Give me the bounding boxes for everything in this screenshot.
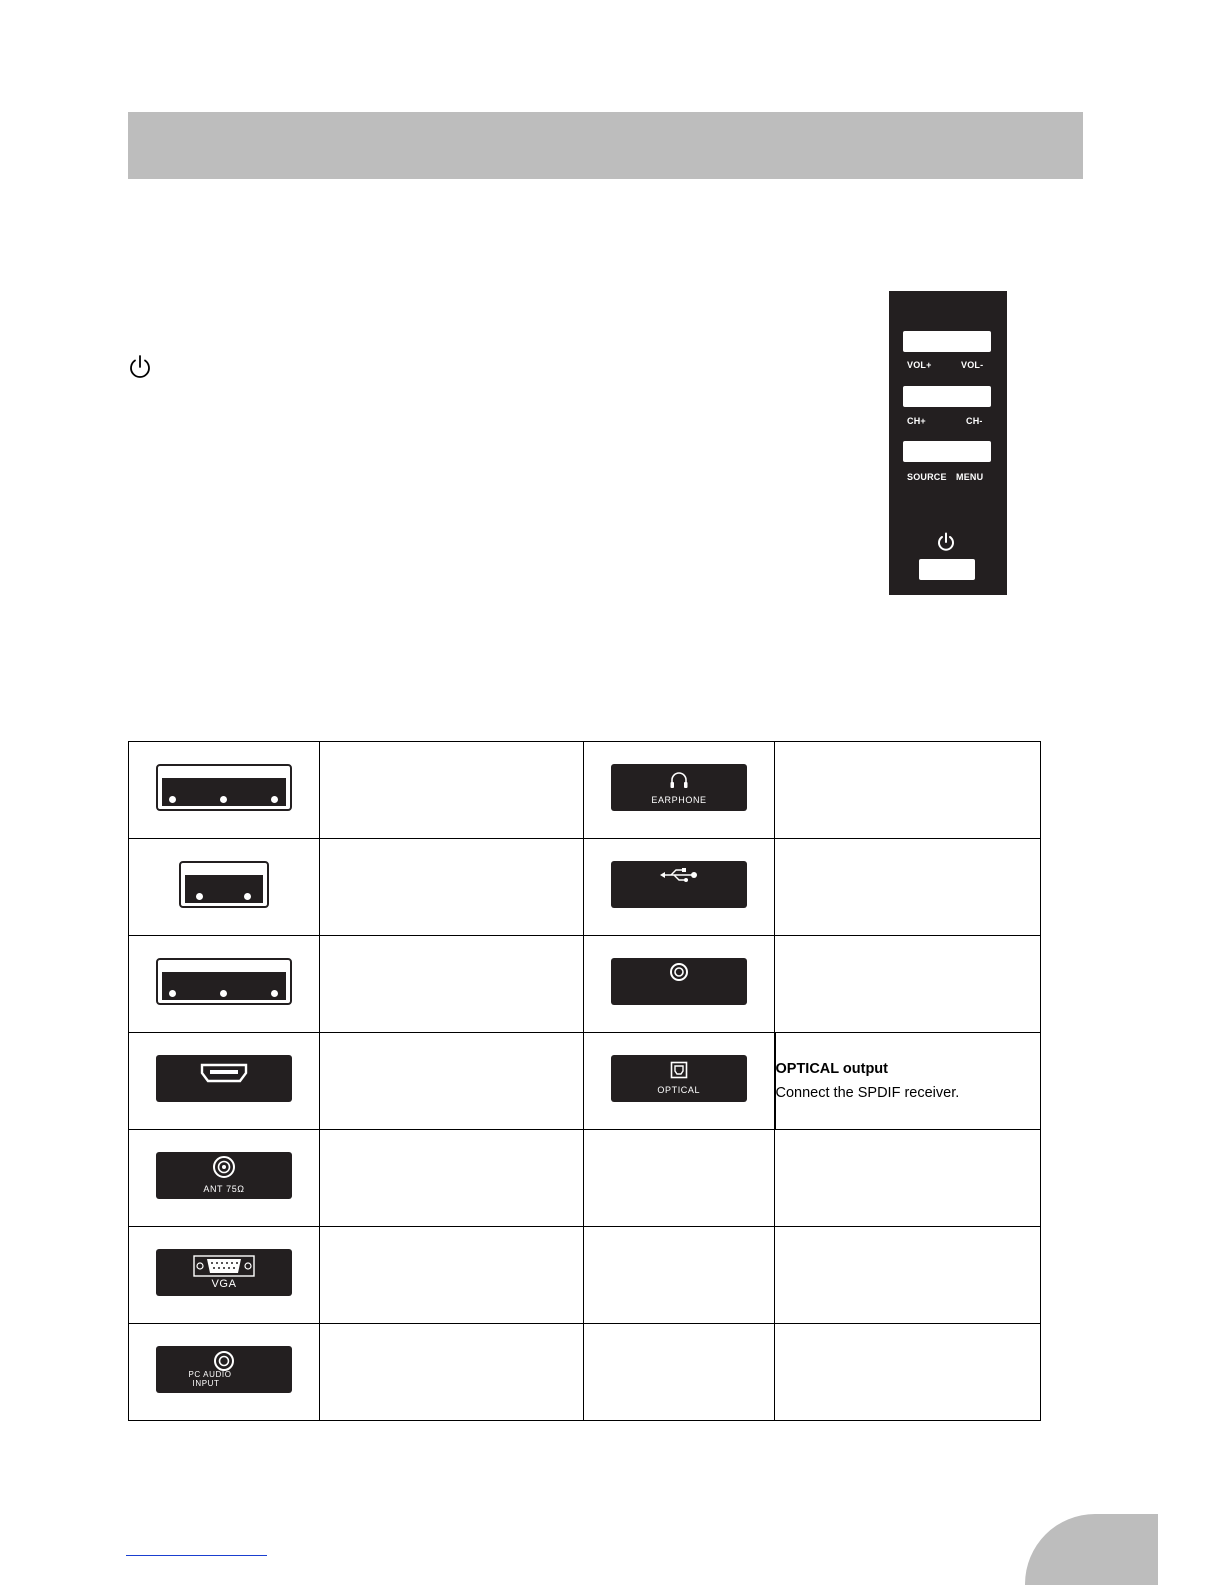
component-port-cell (129, 936, 320, 1033)
optical-label: OPTICAL (657, 1085, 701, 1095)
description-cell (320, 1227, 584, 1324)
table-row (129, 1227, 1041, 1324)
empty-cell (775, 1324, 1041, 1421)
pc-audio-label-line2: INPUT (192, 1379, 220, 1388)
menu-label: MENU (956, 472, 984, 482)
av-port-cell (129, 839, 320, 936)
source-label: SOURCE (907, 472, 947, 482)
usb-jack (611, 861, 747, 908)
hdmi-port-cell (129, 1033, 320, 1130)
description-cell (320, 936, 584, 1033)
ch-minus-label: CH- (966, 416, 983, 426)
hdmi-icon (200, 1063, 248, 1083)
ch-rocker-button[interactable] (903, 386, 991, 407)
table-row (129, 839, 1041, 936)
power-button[interactable] (919, 559, 975, 580)
description-cell (320, 839, 584, 936)
optical-text: Connect the SPDIF receiver. (775, 1085, 960, 1101)
av-input-jack (156, 764, 292, 811)
earphone-jack (611, 764, 747, 811)
description-cell (775, 839, 1041, 936)
component-av-port-cell (129, 742, 320, 839)
vga-port-cell (129, 1227, 320, 1324)
vol-plus-label: VOL+ (907, 360, 932, 370)
table-row (129, 742, 1041, 839)
ch-plus-label: CH+ (907, 416, 926, 426)
pc-audio-label: PC AUDIO (188, 1370, 232, 1379)
empty-cell (584, 1324, 775, 1421)
ports-table (128, 741, 1041, 1421)
pc-audio-port-cell (129, 1324, 320, 1421)
empty-cell (584, 1227, 775, 1324)
antenna-jack (156, 1152, 292, 1199)
coax-icon (212, 1155, 236, 1179)
vol-rocker-button[interactable] (903, 331, 991, 352)
source-menu-rocker-button[interactable] (903, 441, 991, 462)
description-cell (775, 936, 1041, 1033)
side-control-panel (889, 291, 1007, 595)
optical-port-cell (584, 1033, 775, 1130)
power-icon (936, 532, 956, 552)
vol-minus-label: VOL- (961, 360, 984, 370)
footer-link-underline[interactable] (126, 1555, 267, 1556)
usb-icon (659, 867, 699, 883)
empty-cell (775, 1227, 1041, 1324)
earphone-label: EARPHONE (651, 795, 707, 805)
optical-title: OPTICAL output (775, 1061, 888, 1077)
page-number-tab (1025, 1514, 1158, 1585)
av-input-jack (179, 861, 269, 908)
antenna-label: ANT 75Ω (203, 1184, 245, 1194)
table-row (129, 936, 1041, 1033)
description-cell (320, 1130, 584, 1227)
pc-audio-jack (156, 1346, 292, 1393)
optical-description-cell (775, 1033, 1041, 1130)
table-row (129, 1130, 1041, 1227)
earphone-port-cell (584, 742, 775, 839)
table-row (129, 1324, 1041, 1421)
audio-jack (611, 958, 747, 1005)
component-input-jack (156, 958, 292, 1005)
audio-port-cell (584, 936, 775, 1033)
audio-jack-icon (669, 962, 689, 982)
optical-jack (611, 1055, 747, 1102)
earphone-icon (669, 771, 689, 789)
table-row (129, 1033, 1041, 1130)
hdmi-jack (156, 1055, 292, 1102)
description-cell (775, 742, 1041, 839)
vga-jack (156, 1249, 292, 1296)
empty-cell (584, 1130, 775, 1227)
optical-icon (670, 1061, 688, 1079)
header-band (128, 112, 1083, 179)
power-icon (127, 354, 153, 380)
usb-port-cell (584, 839, 775, 936)
audio-jack-icon (213, 1350, 235, 1372)
description-cell (320, 742, 584, 839)
empty-cell (775, 1130, 1041, 1227)
vga-label: VGA (211, 1278, 237, 1290)
description-cell (320, 1033, 584, 1130)
vga-icon (193, 1255, 255, 1277)
antenna-port-cell (129, 1130, 320, 1227)
description-cell (320, 1324, 584, 1421)
